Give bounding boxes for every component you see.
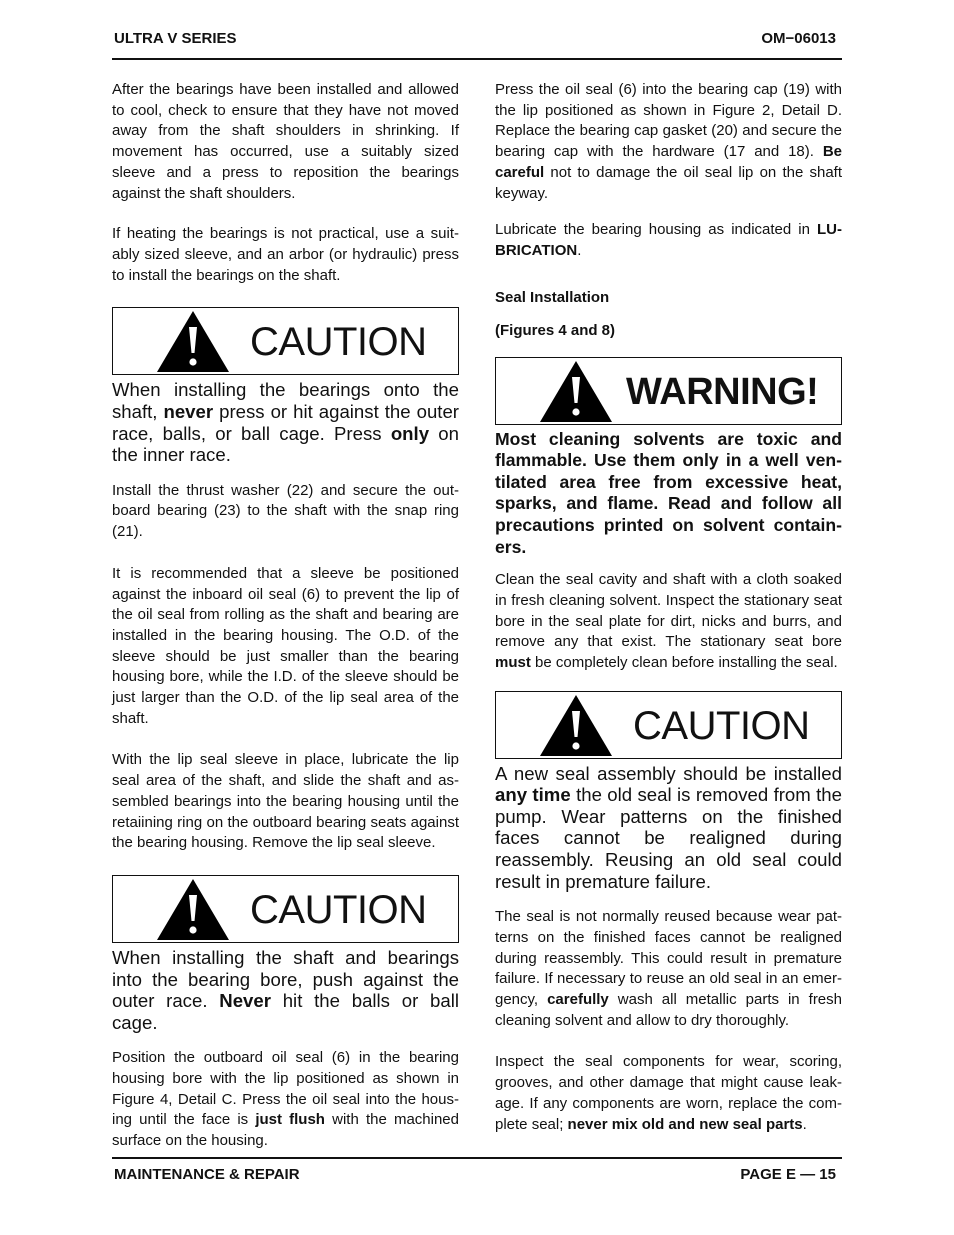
warning-triangle-icon bbox=[538, 359, 614, 423]
caution-box bbox=[112, 875, 459, 943]
warning-box bbox=[495, 357, 842, 425]
paragraph: Clean the seal cavity and shaft with a cloth soaked in fresh cleaning solvent. Inspect the stationary seat bore in the seal plate for dirt, nicks and burrs, and remove any that exist. The stationary seat bore must be completely clean before installing the seal. bbox=[495, 571, 842, 671]
paragraph: It is recommended that a sleeve be positioned against the inboard oil seal (6) to prevent the lip of the oil seal from rolling as the shaft and bearing are installed in the bearing housing. The O.D. of the sleeve should be just smaller than the bearing housing bore, while the I.D. of the sleeve should be just larger than the O.D. of the lip seal area of the shaft. bbox=[112, 564, 459, 727]
section-title: Seal Installation bbox=[495, 288, 610, 306]
paragraph: If heating the bearings is not practical, use a suitably sized sleeve, and an arbor (or hydraulic) press to install the bearings on the shaft. bbox=[112, 225, 459, 284]
paragraph: Inspect the seal components for wear, scoring, grooves, and other damage that might cause leakage. If any components are worn, replace the complete seal; never mix old and new seal parts. bbox=[495, 1053, 842, 1133]
caution-text: When installing the shaft and bearings into the bearing bore, push against the outer race. Never hit the balls or ball cage. bbox=[112, 946, 459, 1033]
warning-triangle-icon bbox=[155, 877, 231, 941]
caution-label: CAUTION bbox=[633, 703, 810, 748]
header-doc-number: OM−06013 bbox=[761, 30, 836, 47]
warning-triangle-icon bbox=[538, 693, 614, 757]
paragraph: Press the oil seal (6) into the bearing cap (19) with the lip positioned as shown in Figure 2, Detail D. Replace the bearing cap gasket (20) and secure the bearing cap with the hardware (17 and 18). Be careful not to damage the oil seal lip on the shaft keyway. bbox=[495, 81, 842, 202]
footer-rule bbox=[112, 1157, 842, 1159]
paragraph: The seal is not normally reused because wear patterns on the finished faces cannot be realigned during reassembly. This could result in premature failure. If necessary to reuse an old seal in an emergency, carefully wash all metallic parts in fresh cleaning solvent and allow to dry thoroughly. bbox=[495, 908, 842, 1029]
right-column bbox=[495, 80, 842, 1135]
warning-label: WARNING! bbox=[626, 370, 819, 413]
caution-label: CAUTION bbox=[250, 887, 427, 932]
header-rule bbox=[112, 58, 842, 60]
warning-text: Most cleaning solvents are toxic and flammable. Use them only in a well ventilated area free from excessive heat, sparks, and flame. Read and follow all precautions printed on solvent containers. bbox=[495, 428, 842, 557]
section-figures: (Figures 4 and 8) bbox=[495, 321, 616, 339]
paragraph: With the lip seal sleeve in place, lubricate the lip seal area of the shaft, and slide the shaft and assembled bearings into the bearing housing until the retaiining ring on the outboard bearing seats against the bearing housing. Remove the lip seal sleeve. bbox=[112, 751, 459, 852]
caution-label: CAUTION bbox=[250, 320, 427, 365]
caution-text: When installing the bearings onto the shaft, never press or hit against the outer race, balls, or ball cage. Press only on the inner race. bbox=[112, 379, 459, 466]
left-column bbox=[112, 80, 459, 1152]
header-series: ULTRA V SERIES bbox=[114, 30, 237, 47]
caution-box bbox=[495, 691, 842, 759]
paragraph: Position the outboard oil seal (6) in the bearing housing bore with the lip positioned as shown in Figure 4, Detail C. Press the oil seal into the housing until the face is just flush with the machined surface on the housing. bbox=[112, 1049, 459, 1150]
warning-triangle-icon bbox=[155, 309, 231, 373]
paragraph: Install the thrust washer (22) and secure the outboard bearing (23) to the shaft with the snap ring (21). bbox=[112, 481, 459, 541]
paragraph: After the bearings have been installed and allowed to cool, check to ensure that they have not moved away from the shaft shoulders in shrinking. If movement has occurred, use a suitably sized sleeve and a press to reposition the bearings against the shaft shoulders. bbox=[112, 81, 459, 202]
caution-box bbox=[112, 307, 459, 375]
paragraph: Lubricate the bearing housing as indicated in LUBRICATION. bbox=[495, 221, 842, 259]
footer-section: MAINTENANCE & REPAIR bbox=[114, 1166, 300, 1183]
footer-page-number: PAGE E — 15 bbox=[740, 1166, 836, 1183]
caution-text: A new seal assembly should be installed any time the old seal is removed from the pump. Wear patterns on the finished faces cannot be realigned during reassembly. Reusing an old seal could result in premature failure. bbox=[495, 762, 842, 892]
